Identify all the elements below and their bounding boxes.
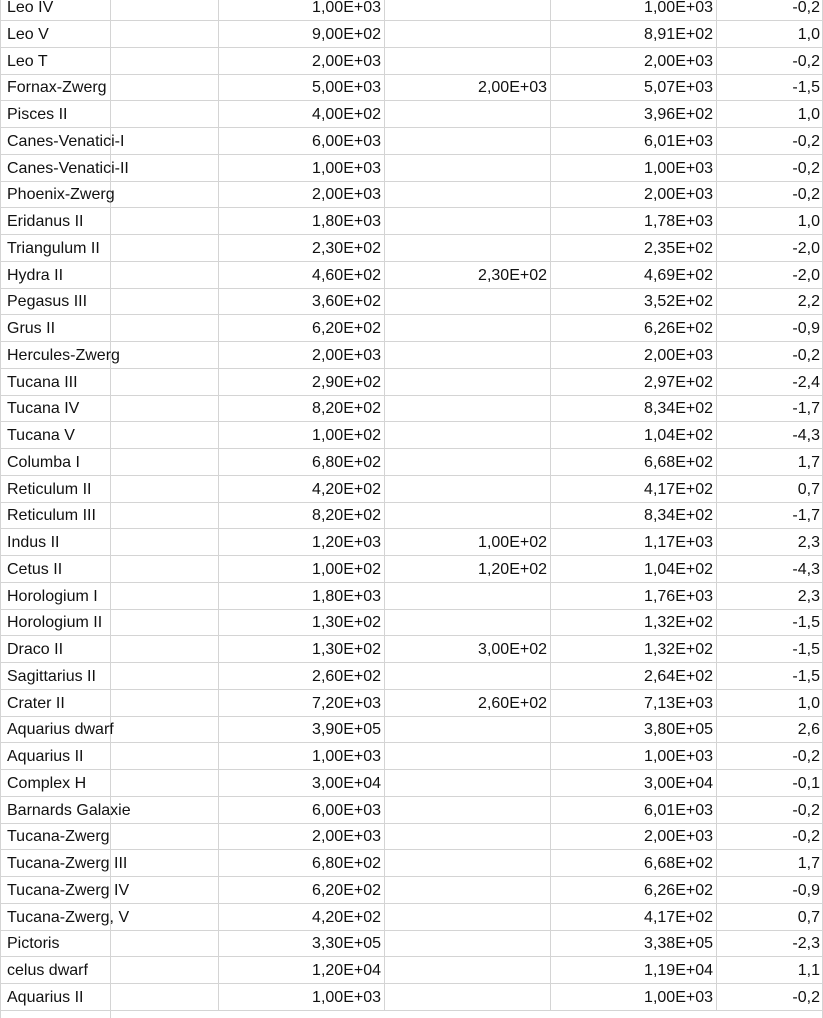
cell-value-3[interactable]: 1,76E+03 — [550, 583, 716, 610]
cell-value-1[interactable]: 3,30E+05 — [218, 930, 384, 957]
cell-value-1[interactable]: 4,20E+02 — [218, 476, 384, 503]
cell-value-1[interactable]: 3,90E+05 — [218, 716, 384, 743]
cell-value-3[interactable]: 3,00E+04 — [550, 770, 716, 797]
table-row — [0, 128, 823, 155]
cell-value-4[interactable]: -0,2 — [716, 823, 823, 850]
cell-value-4[interactable]: -4,3 — [716, 422, 823, 449]
cell-value-1[interactable]: 2,30E+02 — [218, 235, 384, 262]
cell-value-2[interactable] — [384, 0, 550, 21]
cell-value-4[interactable]: -1,5 — [716, 74, 823, 101]
table-row — [0, 823, 823, 850]
table-row — [0, 21, 823, 48]
cell-value-3[interactable]: 1,00E+03 — [550, 0, 716, 21]
cell-value-2[interactable] — [384, 395, 550, 422]
cell-value-3[interactable]: 1,04E+02 — [550, 556, 716, 583]
cell-value-2[interactable]: 2,30E+02 — [384, 262, 550, 289]
cell-value-4[interactable]: 1,0 — [716, 101, 823, 128]
cell-value-2[interactable] — [384, 583, 550, 610]
cell-value-2[interactable] — [384, 181, 550, 208]
table-row — [0, 181, 823, 208]
cell-name[interactable]: celus dwarf — [7, 962, 88, 979]
cell-value-2[interactable] — [384, 770, 550, 797]
cell-value-1[interactable]: 4,20E+02 — [218, 904, 384, 931]
table-row — [0, 288, 823, 315]
cell-value-1[interactable]: 7,20E+03 — [218, 690, 384, 717]
cell-value-2[interactable]: 1,20E+02 — [384, 556, 550, 583]
cell-value-4[interactable]: -2,4 — [716, 369, 823, 396]
cell-name[interactable]: Columba I — [7, 453, 80, 471]
cell-name[interactable]: Horologium I — [7, 587, 98, 605]
cell-value-4[interactable]: -0,2 — [716, 342, 823, 369]
cell-value-1[interactable]: 9,00E+02 — [218, 21, 384, 48]
cell-value-2[interactable]: 2,00E+03 — [384, 74, 550, 101]
cell-value-1[interactable]: 1,00E+03 — [218, 155, 384, 182]
cell-value-4[interactable]: 1,0 — [716, 21, 823, 48]
cell-value-2[interactable] — [384, 957, 550, 984]
cell-value-2[interactable] — [384, 21, 550, 48]
table-row — [0, 984, 823, 1011]
cell-value-4[interactable]: -0,2 — [716, 0, 823, 21]
cell-value-3[interactable]: 6,26E+02 — [550, 877, 716, 904]
cell-value-2[interactable] — [384, 235, 550, 262]
cell-value-3[interactable]: 2,00E+03 — [550, 342, 716, 369]
cell-value-3[interactable]: 8,34E+02 — [550, 502, 716, 529]
cell-value-4[interactable]: -0,1 — [716, 770, 823, 797]
table-row — [0, 502, 823, 529]
cell-value-4[interactable]: 0,7 — [716, 476, 823, 503]
cell-value-2[interactable] — [384, 422, 550, 449]
cell-value-4[interactable]: -0,2 — [716, 48, 823, 75]
cell-value-2[interactable] — [384, 743, 550, 770]
table-row — [0, 529, 823, 556]
cell-name[interactable]: Phoenix-Zwerg — [7, 186, 115, 204]
cell-value-2[interactable] — [384, 128, 550, 155]
cell-value-2[interactable] — [384, 823, 550, 850]
cell-value-1[interactable]: 2,90E+02 — [218, 369, 384, 396]
cell-name[interactable]: Leo IV — [7, 0, 54, 16]
table-row — [0, 636, 823, 663]
table-row — [0, 0, 823, 21]
cell-value-1[interactable]: 2,00E+03 — [218, 48, 384, 75]
cell-value-2[interactable] — [384, 155, 550, 182]
cell-name[interactable]: Indus II — [7, 534, 60, 551]
cell-value-4[interactable]: -0,2 — [716, 128, 823, 155]
cell-value-1[interactable]: 6,80E+02 — [218, 850, 384, 877]
cell-value-2[interactable] — [384, 208, 550, 235]
table-row — [0, 609, 823, 636]
cell-name[interactable]: Aquarius dwarf — [7, 721, 114, 739]
cell-value-4[interactable]: 2,3 — [716, 529, 823, 556]
cell-value-2[interactable] — [384, 904, 550, 931]
cell-value-2[interactable] — [384, 369, 550, 396]
table-row — [0, 155, 823, 182]
table-row — [0, 716, 823, 743]
cell-value-1[interactable]: 2,00E+03 — [218, 342, 384, 369]
cell-value-2[interactable] — [384, 716, 550, 743]
cell-value-2[interactable] — [384, 342, 550, 369]
cell-value-1[interactable]: 1,30E+02 — [218, 609, 384, 636]
cell-value-1[interactable]: 1,20E+03 — [218, 529, 384, 556]
cell-value-4[interactable]: -0,9 — [716, 315, 823, 342]
table-row — [0, 770, 823, 797]
cell-value-4[interactable]: -1,7 — [716, 395, 823, 422]
cell-value-4[interactable]: -0,2 — [716, 155, 823, 182]
cell-value-3[interactable]: 2,00E+03 — [550, 823, 716, 850]
table-row — [0, 957, 823, 984]
cell-value-1[interactable]: 1,80E+03 — [218, 208, 384, 235]
cell-name[interactable]: Tucana-Zwerg IV — [7, 881, 130, 899]
cell-value-1[interactable]: 2,60E+02 — [218, 663, 384, 690]
cell-value-1[interactable]: 1,00E+03 — [218, 743, 384, 770]
table-row — [0, 663, 823, 690]
cell-value-4[interactable]: -1,5 — [716, 663, 823, 690]
table-row — [0, 556, 823, 583]
table-row — [0, 395, 823, 422]
cell-value-4[interactable]: -1,5 — [716, 609, 823, 636]
cell-name[interactable]: Triangulum II — [7, 239, 100, 257]
cell-value-1[interactable]: 1,00E+02 — [218, 422, 384, 449]
cell-value-3[interactable]: 6,01E+03 — [550, 797, 716, 824]
cell-value-3[interactable]: 1,17E+03 — [550, 529, 716, 556]
table-row — [0, 74, 823, 101]
cell-value-1[interactable]: 1,00E+02 — [218, 556, 384, 583]
cell-name[interactable]: Hercules-Zwerg — [7, 346, 120, 364]
cell-name[interactable]: Cetus II — [7, 560, 63, 578]
cell-value-3[interactable]: 4,17E+02 — [550, 476, 716, 503]
cell-name[interactable]: Crater II — [7, 694, 65, 712]
cell-name[interactable]: Sagittarius II — [7, 667, 96, 685]
table-row — [0, 877, 823, 904]
cell-value-3[interactable]: 6,68E+02 — [550, 850, 716, 877]
cell-value-2[interactable] — [384, 663, 550, 690]
cell-value-1[interactable]: 8,20E+02 — [218, 395, 384, 422]
cell-name[interactable]: Tucana III — [7, 373, 78, 391]
table-row — [0, 743, 823, 770]
cell-value-2[interactable] — [384, 315, 550, 342]
cell-name[interactable]: Complex H — [7, 774, 87, 792]
table-row — [0, 315, 823, 342]
cell-name[interactable]: Tucana-Zwerg — [7, 828, 110, 846]
cell-name[interactable]: Canes-Venatici-II — [7, 159, 129, 177]
cell-value-4[interactable]: 2,6 — [716, 716, 823, 743]
cell-value-4[interactable]: 1,1 — [716, 957, 823, 984]
cell-value-4[interactable]: -0,9 — [716, 877, 823, 904]
cell-name[interactable]: Hydra II — [7, 266, 64, 284]
table-row — [0, 48, 823, 75]
cell-name[interactable]: Grus II — [7, 320, 56, 337]
cell-value-3[interactable]: 2,64E+02 — [550, 663, 716, 690]
cell-value-1[interactable]: 8,20E+02 — [218, 502, 384, 529]
cell-value-4[interactable]: -4,3 — [716, 556, 823, 583]
cell-value-3[interactable]: 3,52E+02 — [550, 288, 716, 315]
cell-value-4[interactable]: 1,7 — [716, 449, 823, 476]
cell-name[interactable]: Tucana V — [7, 427, 75, 444]
cell-value-1[interactable]: 1,80E+03 — [218, 583, 384, 610]
cell-value-2[interactable]: 1,00E+02 — [384, 529, 550, 556]
cell-value-3[interactable]: 5,07E+03 — [550, 74, 716, 101]
cell-value-3[interactable]: 1,00E+03 — [550, 743, 716, 770]
cell-name[interactable]: Reticulum III — [7, 507, 96, 525]
cell-value-3[interactable]: 1,19E+04 — [550, 957, 716, 984]
cell-value-2[interactable] — [384, 502, 550, 529]
cell-value-1[interactable]: 4,60E+02 — [218, 262, 384, 289]
table-row — [0, 208, 823, 235]
cell-value-1[interactable]: 6,00E+03 — [218, 128, 384, 155]
cell-value-2[interactable] — [384, 850, 550, 877]
cell-value-3[interactable]: 3,38E+05 — [550, 930, 716, 957]
cell-name[interactable]: Canes-Venatici-I — [7, 132, 125, 150]
cell-name[interactable]: Pegasus III — [7, 293, 88, 311]
cell-name[interactable]: Aquarius II — [7, 988, 84, 1006]
cell-value-4[interactable]: -1,7 — [716, 502, 823, 529]
cell-value-4[interactable]: -2,0 — [716, 262, 823, 289]
cell-name[interactable]: Pictoris — [7, 935, 60, 953]
cell-value-3[interactable]: 2,00E+03 — [550, 181, 716, 208]
cell-value-4[interactable]: -0,2 — [716, 984, 823, 1011]
cell-value-1[interactable]: 6,20E+02 — [218, 315, 384, 342]
cell-value-2[interactable] — [384, 877, 550, 904]
table-row — [0, 850, 823, 877]
table-row — [0, 930, 823, 957]
cell-value-3[interactable]: 6,26E+02 — [550, 315, 716, 342]
cell-value-1[interactable]: 3,60E+02 — [218, 288, 384, 315]
table-row — [0, 904, 823, 931]
cell-value-4[interactable]: -0,2 — [716, 797, 823, 824]
cell-value-2[interactable] — [384, 476, 550, 503]
table-row — [0, 583, 823, 610]
table-row — [0, 797, 823, 824]
cell-value-4[interactable]: 0,7 — [716, 904, 823, 931]
cell-name[interactable]: Barnards Galaxie — [7, 801, 131, 819]
cell-value-2[interactable] — [384, 101, 550, 128]
cell-value-4[interactable]: -1,5 — [716, 636, 823, 663]
cell-name[interactable]: Horologium II — [7, 614, 103, 632]
cell-value-4[interactable]: 1,7 — [716, 850, 823, 877]
cell-value-2[interactable] — [384, 449, 550, 476]
cell-value-3[interactable]: 2,35E+02 — [550, 235, 716, 262]
cell-value-3[interactable]: 1,04E+02 — [550, 422, 716, 449]
cell-value-4[interactable]: -2,0 — [716, 235, 823, 262]
cell-name[interactable]: Reticulum II — [7, 480, 92, 498]
cell-value-3[interactable]: 3,96E+02 — [550, 101, 716, 128]
cell-value-3[interactable]: 6,01E+03 — [550, 128, 716, 155]
cell-value-2[interactable]: 3,00E+02 — [384, 636, 550, 663]
cell-value-4[interactable]: -0,2 — [716, 743, 823, 770]
cell-value-1[interactable]: 3,00E+04 — [218, 770, 384, 797]
cell-name[interactable]: Fornax-Zwerg — [7, 79, 107, 97]
cell-value-1[interactable]: 4,00E+02 — [218, 101, 384, 128]
table-row — [0, 369, 823, 396]
cell-value-3[interactable]: 8,91E+02 — [550, 21, 716, 48]
table-row — [0, 235, 823, 262]
cell-value-1[interactable]: 6,80E+02 — [218, 449, 384, 476]
cell-value-2[interactable] — [384, 930, 550, 957]
cell-name[interactable]: Tucana-Zwerg, V — [7, 908, 130, 926]
cell-value-3[interactable]: 6,68E+02 — [550, 449, 716, 476]
cell-name[interactable]: Leo T — [7, 52, 48, 70]
cell-value-3[interactable]: 7,13E+03 — [550, 690, 716, 717]
cell-value-2[interactable] — [384, 797, 550, 824]
table-row — [0, 342, 823, 369]
cell-name[interactable]: Draco II — [7, 641, 64, 658]
table-row — [0, 101, 823, 128]
cell-value-3[interactable]: 1,78E+03 — [550, 208, 716, 235]
cell-value-3[interactable]: 1,32E+02 — [550, 636, 716, 663]
cell-value-2[interactable] — [384, 288, 550, 315]
cell-value-3[interactable]: 1,00E+03 — [550, 155, 716, 182]
table-row — [0, 690, 823, 717]
cell-value-3[interactable]: 4,69E+02 — [550, 262, 716, 289]
cell-name[interactable]: Aquarius II — [7, 748, 84, 765]
cell-value-1[interactable]: 6,00E+03 — [218, 797, 384, 824]
cell-value-2[interactable]: 2,60E+02 — [384, 690, 550, 717]
cell-name[interactable]: Tucana IV — [7, 400, 80, 418]
cell-value-2[interactable] — [384, 984, 550, 1011]
cell-value-4[interactable]: 1,0 — [716, 208, 823, 235]
table-row — [0, 262, 823, 289]
cell-value-3[interactable]: 1,00E+03 — [550, 984, 716, 1011]
cell-value-1[interactable]: 2,00E+03 — [218, 181, 384, 208]
cell-value-3[interactable]: 8,34E+02 — [550, 395, 716, 422]
cell-value-1[interactable]: 5,00E+03 — [218, 74, 384, 101]
cell-name[interactable]: Pisces II — [7, 106, 68, 123]
cell-value-1[interactable]: 1,00E+03 — [218, 0, 384, 21]
cell-value-2[interactable] — [384, 609, 550, 636]
table-row — [0, 422, 823, 449]
cell-value-4[interactable]: -0,2 — [716, 181, 823, 208]
cell-value-3[interactable]: 2,00E+03 — [550, 48, 716, 75]
cell-value-3[interactable]: 4,17E+02 — [550, 904, 716, 931]
cell-value-1[interactable]: 1,20E+04 — [218, 957, 384, 984]
cell-value-1[interactable]: 2,00E+03 — [218, 823, 384, 850]
cell-value-4[interactable]: 2,3 — [716, 583, 823, 610]
cell-value-3[interactable]: 1,32E+02 — [550, 609, 716, 636]
cell-value-1[interactable]: 1,30E+02 — [218, 636, 384, 663]
cell-value-4[interactable]: -2,3 — [716, 930, 823, 957]
cell-value-4[interactable]: 2,2 — [716, 288, 823, 315]
cell-name[interactable]: Tucana-Zwerg III — [7, 855, 128, 872]
cell-value-4[interactable]: 1,0 — [716, 690, 823, 717]
cell-name[interactable]: Eridanus II — [7, 213, 84, 230]
table-row — [0, 449, 823, 476]
cell-value-2[interactable] — [384, 48, 550, 75]
cell-value-3[interactable]: 3,80E+05 — [550, 716, 716, 743]
table-row — [0, 476, 823, 503]
cell-value-1[interactable]: 6,20E+02 — [218, 877, 384, 904]
cell-name[interactable]: Leo V — [7, 25, 49, 43]
cell-value-3[interactable]: 2,97E+02 — [550, 369, 716, 396]
cell-value-1[interactable]: 1,00E+03 — [218, 984, 384, 1011]
